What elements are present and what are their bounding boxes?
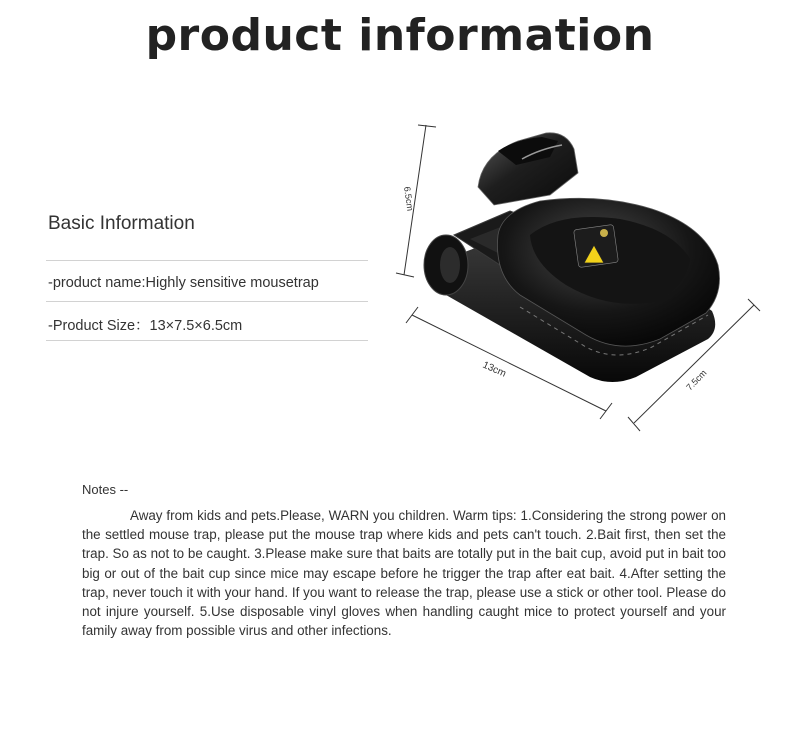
warning-sticker <box>574 224 619 267</box>
mousetrap-product-image <box>390 115 780 445</box>
divider <box>46 301 368 302</box>
height-dimension-label: 6.5cm <box>402 185 416 212</box>
product-name-row: -product name:Highly sensitive mousetrap <box>48 275 319 291</box>
divider <box>46 260 368 261</box>
notes-heading: Notes -- <box>82 482 129 497</box>
divider <box>46 340 368 341</box>
product-image-figure <box>390 115 780 445</box>
product-size-row: -Product Size：13×7.5×6.5cm <box>48 318 243 334</box>
mousetrap-body <box>424 133 720 382</box>
page-title: product information <box>145 10 655 61</box>
notes-body: Away from kids and pets.Please, WARN you children. Warm tips: 1.Considering the strong power on the settled mouse trap, please put the mouse trap where kids and pets can't touch. 2.Bait first, then set the trap. So as not to be caught. 3.Please make sure that baits are totally put in the bait cup, avoid put in bait too big or out of the bait cup since mice may escape before he trigger the trap after eat bait. 4.After setting the trap, never touch it with your hand. If you want to release the trap, please use a stick or other tool. Please do not injure yourself. 5.Use disposable vinyl gloves when handling caught mice to protect yourself and your family away from possible virus and other infections. <box>82 508 726 639</box>
length-dimension-label: 13cm <box>480 359 508 380</box>
basic-information-heading: Basic Information <box>48 213 195 234</box>
width-dimension-label: 7.5cm <box>684 367 709 393</box>
